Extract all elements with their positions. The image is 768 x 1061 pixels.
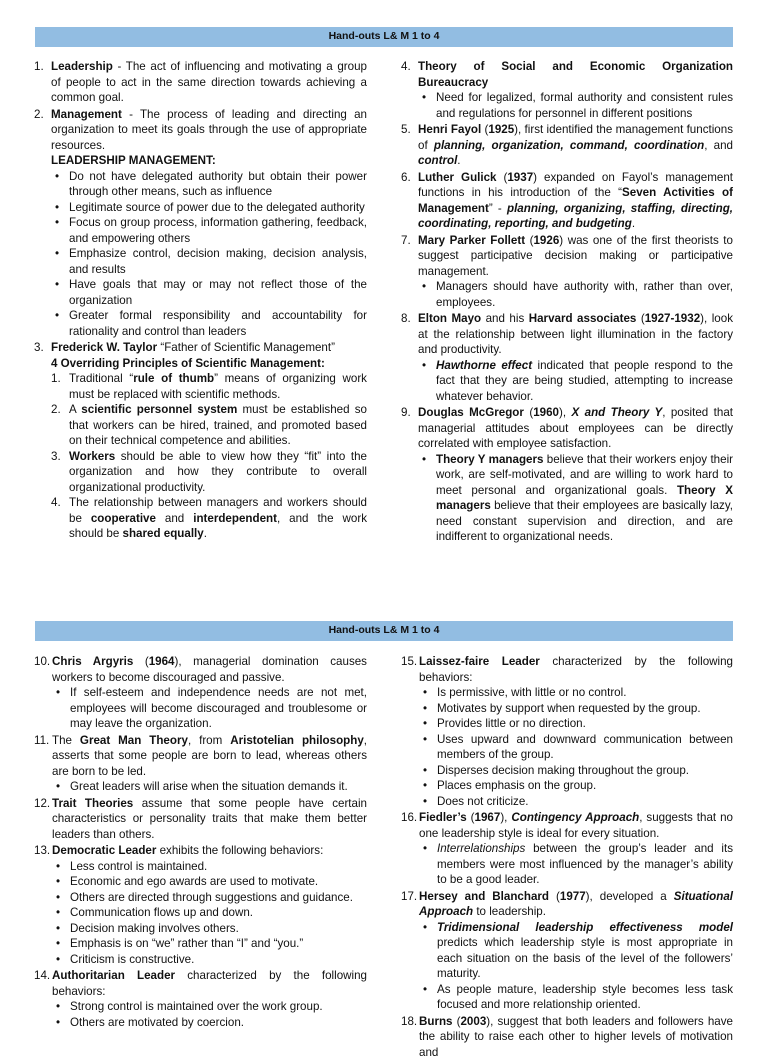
bold-text: Democratic Leader [52,844,157,857]
principle-item [51,449,367,496]
text: ( [452,1014,461,1028]
text: Traditional “ [69,372,134,385]
definition: - The process of leading and directing an organization to meet its goals through the use of appropriate resources. [51,107,367,152]
text: ), first identified the management functions of [418,123,733,152]
name: Henri Fayol [418,123,482,136]
name: Hersey and Blanchard [419,889,549,903]
text: , and the work should be [69,511,367,540]
list-item [401,170,733,232]
text: ) was one of the first theorists to suggest participative decision making or participative management. [418,233,733,278]
text: must be established so that workers can be hired, trained, and promoted based on their technical competence and abilities. [69,403,367,447]
bold-text: Authoritarian Leader [52,969,176,982]
bullet-item: • Have goals that may or may not reflect those of the organization [51,277,367,308]
bullet-item: • Disperses decision making throughout the group. [419,763,733,779]
text: ( [636,312,645,325]
list-item [401,311,733,404]
text: . [631,217,636,230]
emphasis: planning, organizing, staffing, directing, coordinating, reporting, and budgeting [418,201,733,230]
text: ( [466,811,475,824]
bold-text: Theory Y managers [436,452,544,466]
emphasis: Contingency Approach [511,811,640,824]
year: 1964 [148,655,175,668]
bold-text: Workers [69,449,116,463]
term: Leadership [51,60,113,73]
bold-text: Trait Theories [52,796,134,810]
item-number: 5. [401,123,411,136]
year: 1926 [533,233,560,247]
text: , and [704,138,733,152]
term: Management [51,107,122,121]
item-number: 2. [34,107,44,121]
bold-text: scientific personnel system [81,403,238,416]
emphasis: control [418,154,458,167]
text: , posited that managerial attitudes about employees can be directly correlated with employee satisfaction. [418,406,733,450]
left-column [34,654,367,1031]
bullet-item: • Uses upward and downward communication between members of the group. [419,732,733,763]
bullet-item: • Communication flows up and down. [52,905,367,921]
bullet-item: • Strong control is maintained over the work group. [52,999,367,1015]
text: ” means of organizing work must be replaced with scientific methods. [69,372,367,401]
bullet-item: • Less control is maintained. [52,859,367,875]
item-number: 17. [401,889,418,903]
year: 1937 [507,170,534,184]
bullet-item: • Provides little or no direction. [419,716,733,732]
item-number: 4. [401,60,411,73]
right-column [401,654,733,1061]
list-item [401,1014,733,1061]
item-number: 14. [34,969,51,982]
bullet-item: • Others are motivated by coercion. [52,1015,367,1031]
bold-text: shared equally [122,527,204,540]
bold-text: Aristotelian philosophy [230,733,364,747]
bullet-item: • As people mature, leadership style becomes less task focused and more relationship oriented. [419,982,733,1013]
item-number: 10. [34,655,51,668]
list-item [34,654,367,732]
text: believe that their employees are basically lazy, need constant supervision and direction, and are indifferent to organizational needs. [436,499,733,543]
item-number: 6. [401,170,411,184]
bullet-item: • Emphasis is on “we” rather than “I” and “you.” [52,936,367,952]
year: 2003 [460,1014,487,1028]
text: ), suggest that both leaders and followers have the ability to raise each other to higher levels of motivation and [419,1014,733,1059]
text: The [52,733,80,747]
text: ( [496,170,508,184]
text: ( [525,233,534,247]
bullet-item: • If self-esteem and independence needs are not met, employees will become discouraged and troublesome or may leave the organization. [52,685,367,732]
emphasis: Situational Approach [419,889,733,918]
item-number: 1. [34,60,44,73]
bullet-item: • Legitimate source of power due to the delegated authority [51,200,367,216]
principle-number: 3. [51,449,61,463]
list-item [34,843,367,967]
bold-text: Theory X managers [436,483,734,512]
bullet-item: • Others are directed through suggestions and guidance. [52,890,367,906]
left-column [34,59,367,543]
name: Burns [419,1014,453,1028]
list-item [34,340,367,542]
year: 1960 [533,406,559,419]
bullet-item [419,841,733,888]
bullet-item: • Is permissive, with little or no control. [419,685,733,701]
text: ), [558,406,572,419]
text: ), developed a [585,889,674,903]
item-number: 11. [34,733,50,747]
list-item [34,968,367,1030]
term: Theory of Social and Economic Organization Bureaucracy [418,60,733,89]
text: predicts which leadership style is most appropriate in each situation on the basis of the level of the followers’ maturity. [437,936,733,980]
text: ( [523,406,534,419]
principle-number: 2. [51,403,61,416]
name: Elton Mayo [418,312,482,325]
text: , asserts that some people are born to lead, whereas others are born to be led. [52,733,368,778]
text: and [155,511,194,525]
bullet-item: • Does not criticize. [419,794,733,810]
text: characterized by the following behaviors: [419,655,733,684]
bold-text: Laissez-faire Leader [419,655,540,668]
text: ), look at the relationship between light illumination in the factory and productivity. [418,312,733,356]
bullet-item: • Emphasize control, decision making, decision analysis, and results [51,246,367,277]
bullet-item: • Criticism is constructive. [52,952,367,968]
list-item [401,405,733,545]
bullet-item [418,452,733,545]
item-number: 7. [401,233,411,247]
bold-text: Seven Activities of Management [418,186,733,215]
bullet-item: • Greater formal responsibility and accountability for rationality and control than leaders [51,308,367,339]
bullet-item: • Focus on group process, information gathering, feedback, and empowering others [51,215,367,246]
text: , suggests that no one leadership style is ideal for every situation. [419,811,733,840]
text: . [457,154,461,167]
list-item [401,654,733,809]
text: . [203,527,207,540]
text: should be able to view how they “fit” into the organization and how they contribute to overall organizational productivity. [69,449,367,494]
bullet-item: • Places emphasis on the group. [419,778,733,794]
text: assume that some people have certain characteristics or personality traits that make them better leaders than others. [52,796,367,841]
year: 1977 [559,889,586,903]
text: ) expanded on Fayol’s management functions in his introduction of the “ [418,170,733,199]
text: indicated that people respond to the fact that they are being studied, attempting to increase whatever behavior. [436,358,734,403]
list-item [401,889,733,1013]
bullet-item: • Motivates by support when requested by the group. [419,701,733,717]
bold-text: interdependent [193,511,277,525]
bullet-item: • Decision making involves others. [52,921,367,937]
list-item [401,233,733,311]
principle-number: 4. [51,496,61,509]
bullet-item: • Managers should have authority with, rather than over, employees. [418,279,733,310]
name: Chris Argyris [52,655,134,668]
list-item [34,107,367,340]
item-number: 12. [34,796,51,810]
section-header [35,27,733,47]
text: between the group’s leader and its members were most influenced by the manager’s ability to be a good leader. [437,842,733,886]
text: and his [481,312,529,325]
text: ( [549,889,560,903]
header-title: Hand-outs L& M 1 to 4 [328,624,440,637]
text: , from [187,733,231,747]
year: 1927-1932 [644,312,701,325]
term: Frederick W. Taylor [51,341,158,354]
name: Douglas McGregor [418,406,524,419]
subheading: LEADERSHIP MANAGEMENT: [51,154,216,167]
item-number: 18. [401,1014,418,1028]
item-number: 13. [34,844,51,857]
bold-text: rule of thumb [133,372,215,385]
text: ), managerial domination causes workers to become discouraged and passive. [52,655,367,684]
principle-item [51,402,367,449]
text: believe that their workers enjoy their work, are self-motivated, and are willing to work hard to meet personal and organizational goals. [436,452,733,497]
bullet-item [418,358,733,405]
list-item [34,59,367,106]
text: The relationship between managers and workers should be [69,496,367,525]
principle-item [51,371,367,402]
emphasis: Hawthorne effect [436,358,533,372]
bullet-item: • Need for legalized, formal authority and consistent rules and regulations for personnel in different positions [418,90,733,121]
subheading: 4 Overriding Principles of Scientific Management: [51,356,325,370]
name: Mary Parker Follett [418,233,526,247]
emphasis: X and Theory Y [571,406,663,419]
bullet-item: • Do not have delegated authority but obtain their power through other means, such as influence [51,169,367,200]
list-item [34,733,367,795]
list-item [401,122,733,169]
bold-text: Harvard associates [528,312,637,325]
emphasis: Tridimensional leadership effectiveness model [437,920,733,934]
list-item [401,810,733,888]
bullet-item: • Great leaders will arise when the situation demands it. [52,779,367,795]
emphasis: planning, organization, command, coordination [433,138,705,152]
section-header [35,621,733,641]
item-number: 15. [401,655,418,668]
name: Fiedler’s [419,811,467,824]
text: to leadership. [473,905,546,918]
bold-text: Great Man Theory [79,733,188,747]
year: 1925 [488,123,515,136]
list-item [34,796,367,843]
principle-number: 1. [51,372,61,385]
text: ( [133,655,149,668]
right-column [401,59,733,546]
item-number: 8. [401,312,411,325]
definition: - The act of influencing and motivating a group of people to act in the same direction towards achieving a common goal. [51,60,367,104]
principle-item [51,495,367,542]
list-item [401,59,733,121]
text: ), [500,811,512,824]
definition: “Father of Scientific Management” [157,341,335,354]
bullet-item [419,920,733,982]
text: exhibits the following behaviors: [156,844,324,857]
text: ” - [488,201,507,215]
item-number: 9. [401,406,411,419]
bullet-item: • Economic and ego awards are used to motivate. [52,874,367,890]
year: 1967 [474,811,501,824]
text: characterized by the following behaviors: [52,969,367,998]
item-number: 16. [401,811,418,824]
italic-text: Interrelationships [437,842,526,855]
item-number: 3. [34,341,44,354]
text: A [69,403,82,416]
bold-text: cooperative [90,511,156,525]
header-title: Hand-outs L& M 1 to 4 [328,30,440,43]
name: Luther Gulick [418,170,497,184]
text: ( [481,123,489,136]
